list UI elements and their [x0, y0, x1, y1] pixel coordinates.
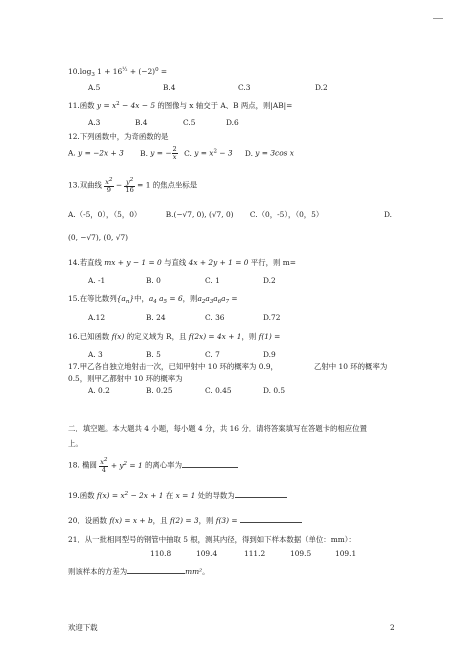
q15-option-b: B. 24: [146, 313, 166, 322]
q11-option-b: B.4: [135, 118, 148, 127]
q13-options: A.（-5，0），（5，0） B.(−√7, 0), (√7, 0) C.（0，-5），（0，5）: [68, 210, 324, 219]
question-10: $10.\log_3$ $1 + 16^{\frac{1}{2}} + (-2)^0$ =: [68, 67, 168, 78]
q16-option-c: C. 7: [205, 350, 220, 359]
footer-download-text: 欢迎下载: [68, 623, 98, 632]
q15-option-a: A.12: [88, 313, 106, 322]
q17-option-a: A. 0.2: [88, 386, 110, 395]
q14-option-b: B. 0: [146, 276, 161, 285]
q21-sample-3: 111.2: [244, 549, 266, 558]
q16-option-b: B. 5: [146, 350, 161, 359]
question-14: 14.若直线 mx + y − 1 = 0 与直线 4x + 2y + 1 = 0 平行，则 m=: [68, 258, 296, 267]
q14-option-a: A. -1: [88, 276, 106, 285]
q14-option-d: D.2: [263, 276, 276, 285]
question-21-line-1: 21．从一批相同型号的钢管中抽取 5 根，测其内径，得到如下样本数据（单位：mm）：: [68, 535, 356, 544]
q15-option-c: C. 36: [205, 313, 225, 322]
q17-option-c: C. 0.45: [205, 386, 232, 395]
question-20: 20．设函数 f(x) = x + b，且 f(2) = 3，则 f(3) =: [68, 515, 302, 525]
q15-option-d: D.72: [263, 313, 281, 322]
corner-mark: [433, 18, 443, 19]
question-15: 15.在等比数列$\{a_n\}$中，$a_4$ $a_5 = 6$，则$a_2a_3a_6a_7$ =: [68, 294, 238, 305]
question-13: 13.双曲线 $\frac{x^2}{9}$ − $\frac{y^2}{16}$ = 1 的焦点坐标是: [68, 177, 198, 194]
q17-option-d: D. 0.5: [263, 386, 286, 395]
q21-sample-5: 109.1: [335, 549, 357, 558]
answer-blank: [182, 460, 238, 468]
answer-blank: [127, 566, 185, 574]
q10-option-b: B.4: [163, 83, 176, 92]
section-2-heading-cont: 上。: [68, 439, 83, 448]
question-17-line-1b: 乙射中 10 环的概率为: [314, 362, 388, 371]
question-21-line-3: 则该样本的方差为 mm²。: [68, 567, 210, 576]
question-17-line-2: 0.5，则甲乙都射中 10 环的概率为: [68, 374, 183, 383]
q11-option-a: A.3: [88, 118, 101, 127]
q21-sample-2: 109.4: [196, 549, 218, 558]
q12-options: A. y = −2x + 3 B. y = − $\frac{2}{x}$ C. $y = x^2 - 3$ D. y = 3cos x: [68, 145, 294, 161]
q13-option-d-value: (0, −√7), (0, √7): [68, 233, 129, 242]
section-2-heading: 二．填空题。本大题共 4 小题，每小题 4 分，共 16 分．请将答案填写在答题卡的相应位置: [68, 424, 367, 433]
q16-option-a: A. 3: [88, 350, 103, 359]
q16-option-d: D.9: [263, 350, 276, 359]
q10-option-c: C.3: [238, 83, 251, 92]
q10-option-d: D.2: [315, 83, 328, 92]
question-17-line-1: 17.甲乙各自独立地射击一次，已知甲射中 10 环的概率为 0.9，: [68, 362, 278, 371]
answer-blank: [240, 515, 302, 523]
page-number: 2: [390, 623, 395, 632]
question-16: 16.已知函数 f(x) 的定义域为 R，且 f(2x) = 4x + 1，则 f(1) =: [68, 332, 281, 341]
q11-option-c: C.5: [183, 118, 196, 127]
q21-sample-4: 109.5: [290, 549, 312, 558]
q14-option-c: C. 1: [205, 276, 220, 285]
question-11: 11.函数 $y = x^2 - 4x - 5$ 的图像与 x 轴交于 A、B 两点，则|AB|=: [68, 101, 293, 110]
q13-option-d-label: D.: [384, 210, 393, 219]
answer-blank: [235, 490, 287, 498]
question-12: 12.下列函数中，为奇函数的是: [68, 132, 169, 141]
question-19: 19.函数 $f(x) = x^2 - 2x + 1$ 在 x = 1 处的导数为: [68, 490, 287, 500]
q21-sample-1: 110.8: [150, 549, 172, 558]
question-18: 18. 椭圆 $\frac{x^2}{4}$ + $y^2 = 1$ 的离心率为: [68, 457, 238, 474]
q11-option-d: D.6: [226, 118, 239, 127]
q17-option-b: B. 0.25: [146, 386, 173, 395]
question-number: 10.: [68, 67, 80, 76]
q10-option-a: A.5: [88, 83, 101, 92]
